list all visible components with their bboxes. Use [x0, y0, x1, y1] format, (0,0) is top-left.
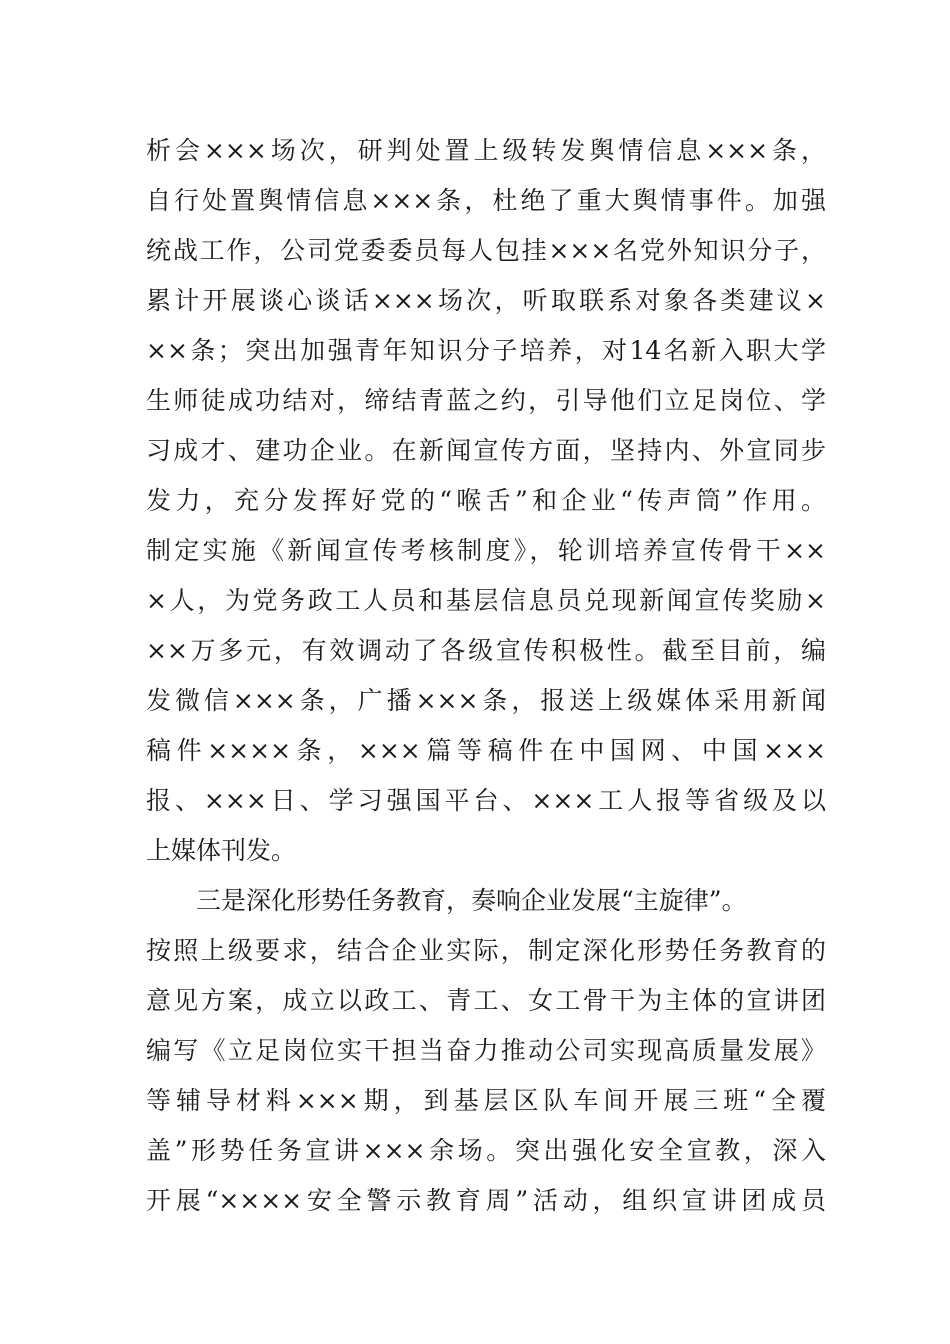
text-line: 自行处置舆情信息×××条，杜绝了重大舆情事件。加强 [146, 186, 826, 215]
text-line: 制定实施《新闻宣传考核制度》，轮训培养宣传骨干×× [146, 536, 826, 565]
text-line: 习成才、建功企业。在新闻宣传方面，坚持内、外宣同步 [146, 436, 826, 465]
text-line: ××条；突出加强青年知识分子培养，对14名新入职大学 [146, 336, 826, 365]
text-line: ××万多元，有效调动了各级宣传积极性。截至目前，编 [146, 636, 826, 665]
text-line: 报、×××日、学习强国平台、×××工人报等省级及以 [146, 786, 826, 815]
text-line: 累计开展谈心谈话×××场次，听取联系对象各类建议× [146, 286, 826, 315]
text-line: 上媒体刊发。 [146, 836, 297, 865]
text-line: 发微信×××条，广播×××条，报送上级媒体采用新闻 [146, 686, 826, 715]
text-line: ×人，为党务政工人员和基层信息员兑现新闻宣传奖励× [146, 586, 826, 615]
text-line: 盖”形势任务宣讲×××余场。突出强化安全宣教，深入 [146, 1136, 826, 1165]
text-line: 按照上级要求，结合企业实际，制定深化形势任务教育的 [146, 936, 826, 965]
body-text [146, 126, 826, 1226]
text-line: 意见方案，成立以政工、青工、女工骨干为主体的宣讲团 [146, 986, 826, 1015]
text-line: 等辅导材料×××期，到基层区队车间开展三班“全覆 [146, 1086, 826, 1115]
paragraph-heading-line: 三是深化形势任务教育，奏响企业发展“主旋律”。 [196, 886, 747, 915]
text-line: 开展“××××安全警示教育周”活动，组织宣讲团成员 [146, 1186, 826, 1215]
text-line: 编写《立足岗位实干担当奋力推动公司实现高质量发展》 [146, 1036, 826, 1065]
text-line: 统战工作，公司党委委员每人包挂×××名党外知识分子， [146, 236, 826, 265]
text-line: 生师徒成功结对，缔结青蓝之约，引导他们立足岗位、学 [146, 386, 826, 415]
text-line: 稿件××××条，×××篇等稿件在中国网、中国××× [146, 736, 826, 765]
text-line: 析会×××场次，研判处置上级转发舆情信息×××条， [146, 136, 826, 165]
text-line: 发力，充分发挥好党的“喉舌”和企业“传声筒”作用。 [146, 486, 826, 515]
